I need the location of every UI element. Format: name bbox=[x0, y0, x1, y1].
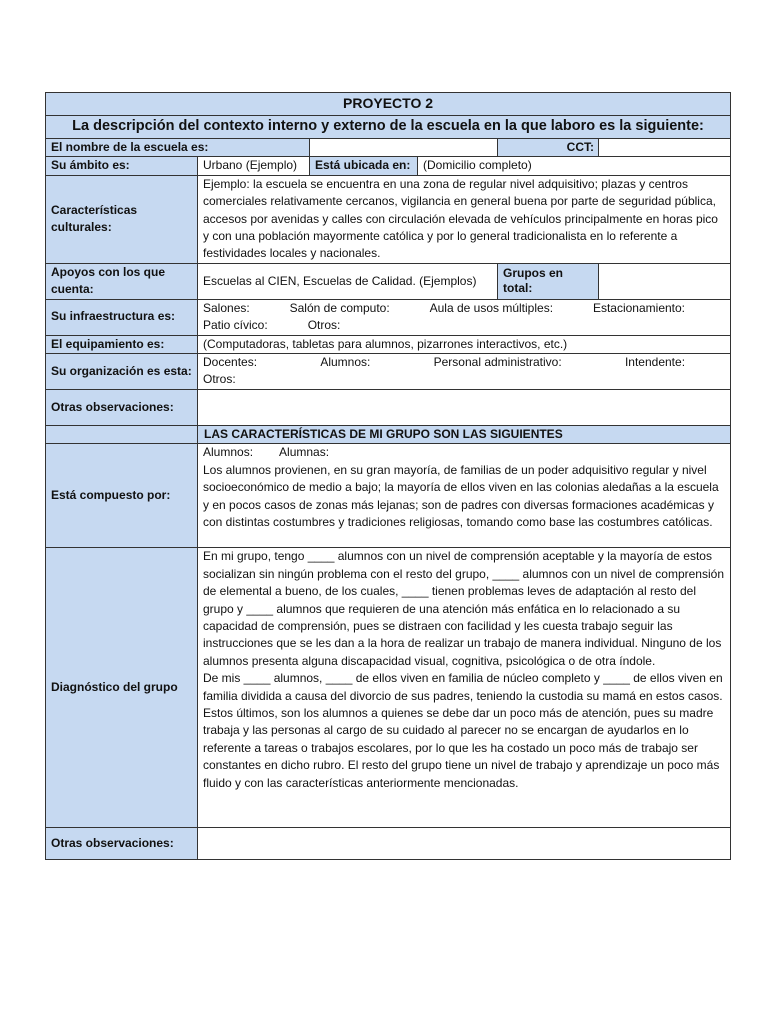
grupos-label: Grupos en total: bbox=[498, 263, 599, 299]
ubicada-label: Está ubicada en: bbox=[310, 157, 418, 175]
otros-infra-item: Otros: bbox=[307, 318, 341, 333]
grupo-section-header: LAS CARACTERÍSTICAS DE MI GRUPO SON LAS SIGUIENTES bbox=[198, 425, 731, 443]
project-subtitle: La descripción del contexto interno y externo de la escuela en la que laboro es la siguiente: bbox=[46, 116, 731, 139]
project-form-table bbox=[45, 92, 731, 860]
project-title: PROYECTO 2 bbox=[46, 93, 731, 116]
school-name-label: El nombre de la escuela es: bbox=[46, 139, 310, 157]
diagnostico-paragraph-2: De mis ____ alumnos, ____ de ellos viven en familia de núcleo completo y ____ de ellos viven en familia dividida a causa del divorcio de sus padres, teniendo la custodia su mamá en estos casos. Estos últimos, son los alumnos a quienes se debe dar un poco más de atención, pues su madre trabaja y las personas al cargo de su cuidado al parecer no se encargan de ayudarlos en lo referente a tareas o trabajos escolares, por lo que les ha costado un poco más de trabajo ser constantes en dicho rubro. El resto del grupo tiene un nivel de trabajo y aprendizaje un poco más fluido y con las características anteriormente mencionadas. bbox=[203, 671, 723, 790]
salon-computo-item: Salón de computo: bbox=[289, 300, 390, 315]
grupos-field[interactable] bbox=[599, 263, 731, 299]
infraestructura-row-1 bbox=[203, 300, 725, 317]
observaciones-label-1: Otras observaciones: bbox=[46, 389, 198, 425]
equipamiento-field[interactable]: (Computadoras, tabletas para alumnos, pizarrones interactivos, etc.) bbox=[198, 335, 731, 353]
organizacion-row-1 bbox=[203, 354, 725, 371]
docentes-item: Docentes: bbox=[203, 355, 258, 370]
infraestructura-field[interactable] bbox=[198, 299, 731, 335]
observaciones-label-2: Otras observaciones: bbox=[46, 828, 198, 860]
personal-admin-item: Personal administrativo: bbox=[433, 355, 562, 370]
cct-field[interactable] bbox=[599, 139, 731, 157]
patio-civico-item: Patio cívico: bbox=[203, 318, 268, 333]
salones-item: Salones: bbox=[203, 300, 250, 315]
equipamiento-label: El equipamiento es: bbox=[46, 335, 198, 353]
organizacion-label: Su organización es esta: bbox=[46, 354, 198, 390]
apoyos-label: Apoyos con los que cuenta: bbox=[46, 263, 198, 299]
alumnos-count-label: Alumnos: bbox=[203, 445, 254, 460]
school-name-field[interactable] bbox=[310, 139, 498, 157]
compuesto-text: Los alumnos provienen, en su gran mayoría, de familias de un poder adquisitivo regular y nivel socioeconómico de medio a bajo; la mayoría de ellos viven en las colonias aledañas a la escuela y en pocos casos de zonas más lejanas; son de padres con diversas formaciones académicas y con distintas costumbres y tradiciones religiosas, tomando como base las costumbres católicas. bbox=[203, 462, 719, 529]
organizacion-field[interactable] bbox=[198, 354, 731, 390]
culturales-field[interactable]: Ejemplo: la escuela se encuentra en una zona de regular nivel adquisitivo; plazas y centros comerciales relativamente cercanos, vigilancia en general buena por parte de seguridad pública, accesos por avenidas y calles con circulación elevada de vehículos principalmente en horas pico y con una población mayormente católica y por lo general tradicionalista en lo referente a festividades locales y nacionales. bbox=[198, 175, 731, 263]
diagnostico-field[interactable] bbox=[198, 548, 731, 828]
observaciones-field-1[interactable] bbox=[198, 389, 731, 425]
alumnos-item: Alumnos: bbox=[320, 355, 371, 370]
compuesto-counts bbox=[203, 444, 725, 461]
compuesto-field[interactable] bbox=[198, 444, 731, 548]
otros-org-item: Otros: bbox=[203, 372, 236, 387]
infraestructura-row-2 bbox=[203, 317, 725, 334]
aula-usos-item: Aula de usos múltiples: bbox=[429, 300, 554, 315]
apoyos-field[interactable]: Escuelas al CIEN, Escuelas de Calidad. (Ejemplos) bbox=[198, 263, 498, 299]
alumnas-count-label: Alumnas: bbox=[279, 445, 330, 460]
ambito-field[interactable]: Urbano (Ejemplo) bbox=[198, 157, 310, 175]
estacionamiento-item: Estacionamiento: bbox=[592, 300, 686, 315]
intendente-item: Intendente: bbox=[624, 355, 686, 370]
diagnostico-paragraph-1: En mi grupo, tengo ____ alumnos con un nivel de comprensión aceptable y la mayoría de estos socializan sin ningún problema con el resto del grupo, ____ alumnos con un nivel de comprensión de elemental a bueno, de los cuales, ____ tienen problemas leves de adaptación al resto del grupo y ____ alumnos que requieren de una atención más enfática en lo relacionado a su capacidad de comprensión, pues se distraen con facilidad y les cuesta trabajo seguir las instrucciones que se les dan a la hora de realizar un trabajo de manera individual. Ninguno de los alumnos presenta alguna discapacidad visual, cognitiva, psicológica o de otra índole. bbox=[203, 549, 724, 668]
culturales-label: Características culturales: bbox=[46, 175, 198, 263]
infraestructura-label: Su infraestructura es: bbox=[46, 299, 198, 335]
ubicada-field[interactable]: (Domicilio completo) bbox=[418, 157, 731, 175]
ambito-label: Su ámbito es: bbox=[46, 157, 198, 175]
observaciones-field-2[interactable] bbox=[198, 828, 731, 860]
diagnostico-label: Diagnóstico del grupo bbox=[46, 548, 198, 828]
cct-label: CCT: bbox=[498, 139, 599, 157]
compuesto-label: Está compuesto por: bbox=[46, 444, 198, 548]
